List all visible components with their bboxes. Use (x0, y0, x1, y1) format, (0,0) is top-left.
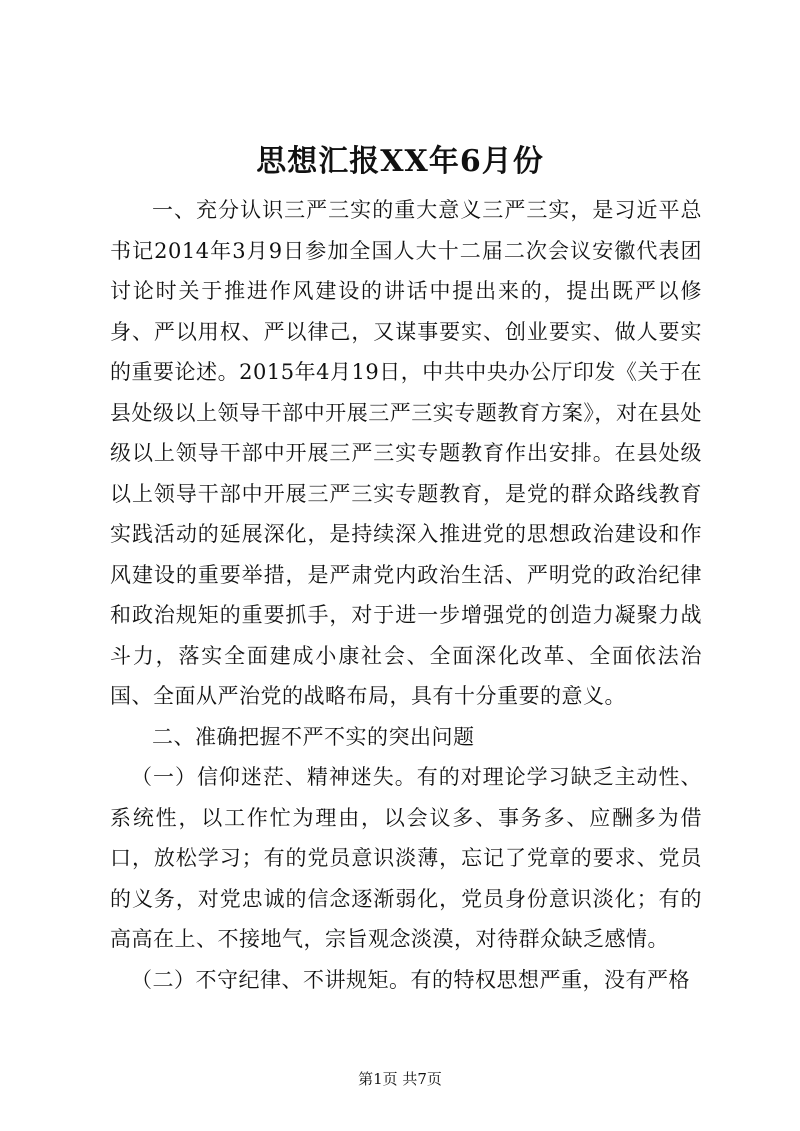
paragraph-subsection-one: （一）信仰迷茫、精神迷失。有的对理论学习缺乏主动性、系统性，以工作忙为理由，以会议多、事务多、应酬多为借口，放松学习；有的党员意识淡薄，忘记了党章的要求、党员的义务，对党忠诚的信念逐渐弱化，党员身份意识淡化；有的高高在上、不接地气，宗旨观念淡漠，对待群众缺乏感情。 (110, 765, 702, 951)
paragraph-subsection-two: （二）不守纪律、不讲规矩。有的特权思想严重，没有严格 (131, 967, 690, 992)
document-body (110, 190, 702, 1000)
paragraph-section-two-heading: 二、准确把握不严不实的突出问题 (152, 724, 475, 749)
document-title: 思想汇报XX年6月份 (256, 144, 544, 179)
paragraph-section-one: 一、充分认识三严三实的重大意义三严三实，是习近平总书记2014年3月9日参加全国人大十二届二次会议安徽代表团讨论时关于推进作风建设的讲话中提出来的，提出既严以修身、严以用权、严以律己，又谋事要实、创业要实、做人要实的重要论述。2015年4月19日，中共中央办公厅印发《关于在县处级以上领导干部中开展三严三实专题教育方案》，对在县处级以上领导干部中开展三严三实专题教育作出安排。在县处级以上领导干部中开展三严三实专题教育，是党的群众路线教育实践活动的延展深化，是持续深入推进党的思想政治建设和作风建设的重要举措，是严肃党内政治生活、严明党的政治纪律和政治规矩的重要抓手，对于进一步增强党的创造力凝聚力战斗力，落实全面建成小康社会、全面深化改革、全面依法治国、全面从严治党的战略布局，具有十分重要的意义。 (110, 198, 702, 708)
page-number-footer: 第1页 共7页 (358, 1070, 442, 1088)
